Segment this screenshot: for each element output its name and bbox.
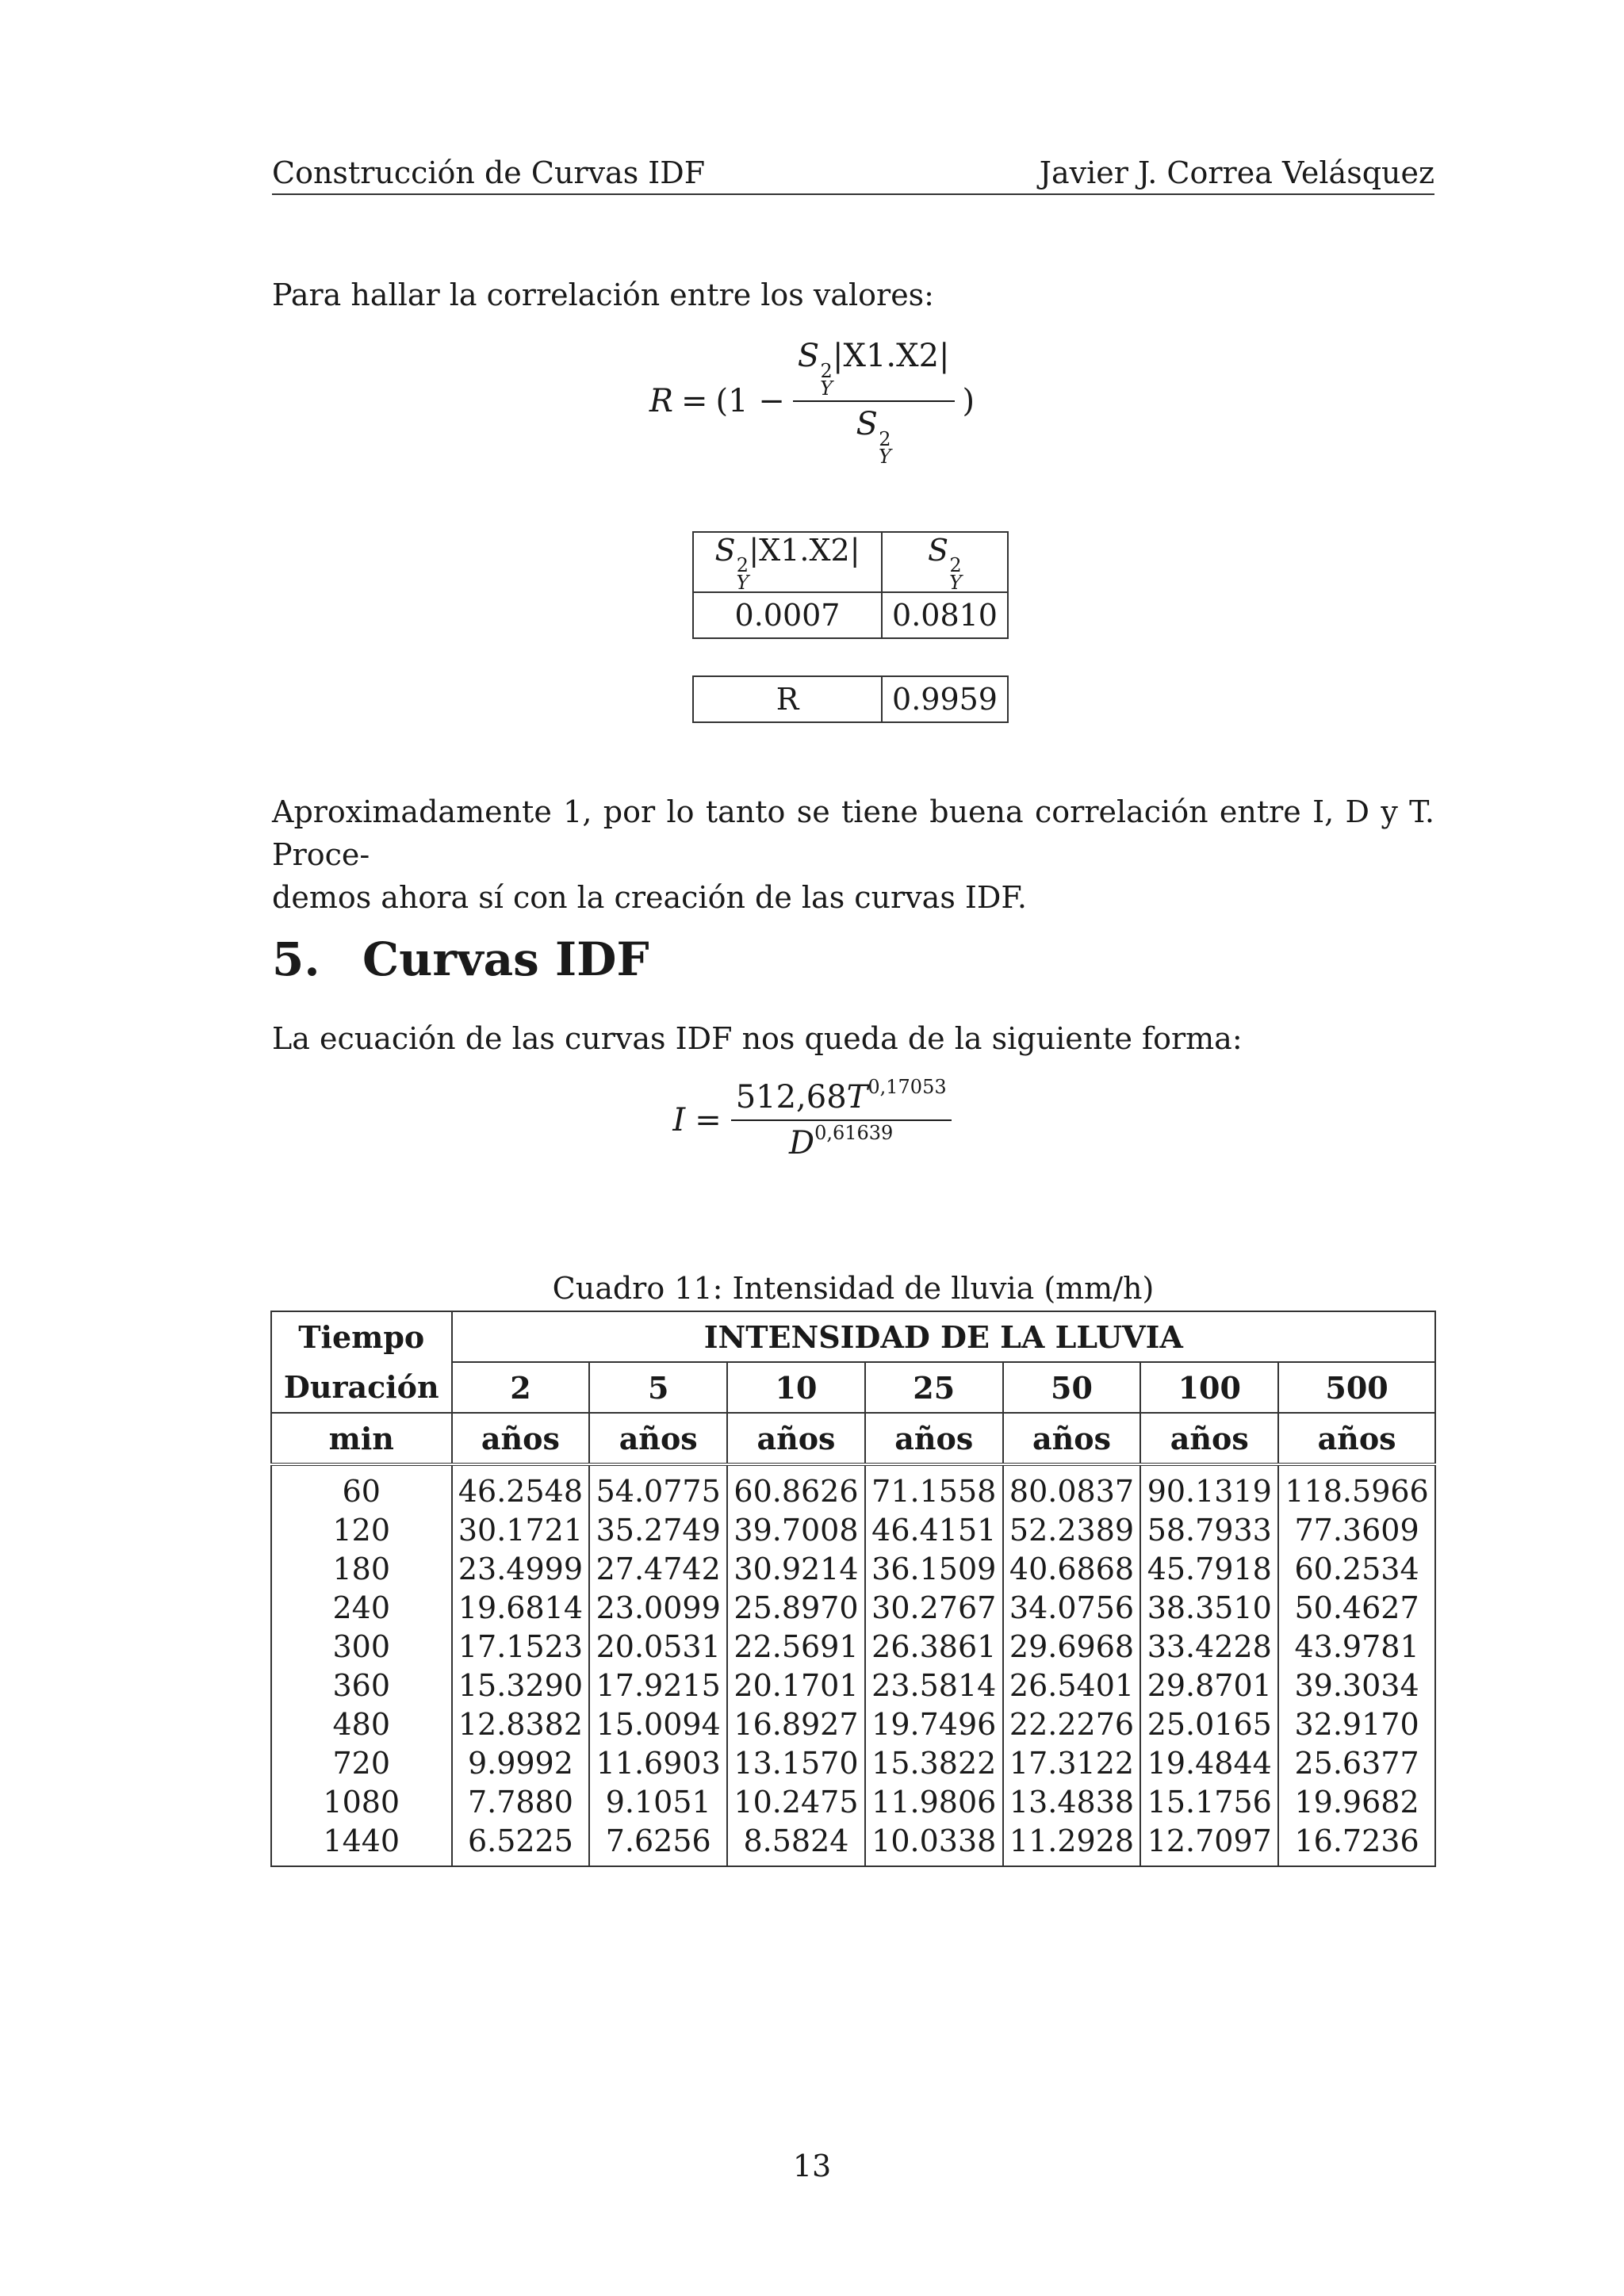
variance-table: [692, 531, 1009, 639]
den-sup: 2: [879, 428, 891, 450]
header-years: años: [727, 1413, 865, 1464]
header-duracion: Duración: [271, 1362, 452, 1413]
intensity-table-header: [271, 1311, 1435, 1464]
vh1-rest: |X1.X2|: [749, 533, 860, 568]
r-row: [693, 676, 1008, 722]
duration-cell: 120: [271, 1511, 452, 1550]
idf-t-exp: 0,17053: [868, 1076, 947, 1098]
num-sup: 2: [820, 360, 833, 382]
vh1-sub: Y: [736, 572, 749, 594]
intensity-cell: 12.7097: [1140, 1822, 1278, 1866]
table-row: [271, 1783, 1435, 1822]
conclusion-paragraph: [272, 790, 1434, 919]
den-s: S: [856, 406, 878, 442]
header-row-1: [271, 1311, 1435, 1362]
header-period: 100: [1140, 1362, 1278, 1413]
idf-lhs: I: [672, 1102, 686, 1138]
intensity-table-body: [271, 1469, 1435, 1866]
intensity-cell: 43.9781: [1278, 1628, 1435, 1667]
idf-t: T: [846, 1079, 868, 1115]
idf-fraction: [731, 1078, 952, 1162]
idf-d: D: [788, 1125, 815, 1161]
running-header-title: Construcción de Curvas IDF: [272, 155, 706, 190]
intensity-cell: 11.9806: [865, 1783, 1003, 1822]
intensity-cell: 15.3822: [865, 1744, 1003, 1783]
vh2-sup: 2: [949, 554, 962, 576]
header-period: 500: [1278, 1362, 1435, 1413]
intensity-cell: 19.9682: [1278, 1783, 1435, 1822]
conclusion-line-2: demos ahora sí con la creación de las curvas IDF.: [272, 880, 1027, 915]
intensity-cell: 45.7918: [1140, 1550, 1278, 1589]
section-heading: [272, 932, 649, 987]
formula-close: ): [962, 383, 975, 419]
intensity-cell: 30.9214: [727, 1550, 865, 1589]
intensity-cell: 90.1319: [1140, 1469, 1278, 1511]
variance-header-1: [693, 532, 882, 592]
variance-header-2: [882, 532, 1008, 592]
page-number: 13: [792, 2149, 832, 2183]
header-min: min: [271, 1413, 452, 1464]
vh2-script: [949, 554, 962, 594]
header-row-2: [271, 1362, 1435, 1413]
formula-denominator: [852, 402, 896, 468]
header-years: años: [589, 1413, 727, 1464]
intensity-cell: 23.5814: [865, 1667, 1003, 1705]
table-row: [271, 1705, 1435, 1744]
num-script: [820, 360, 833, 400]
intensity-cell: 9.9992: [452, 1744, 590, 1783]
table-row: [271, 1744, 1435, 1783]
formula-open: (1 −: [715, 383, 785, 419]
intensity-cell: 13.1570: [727, 1744, 865, 1783]
intensity-cell: 8.5824: [727, 1822, 865, 1866]
idf-denominator: [784, 1121, 898, 1162]
intensity-cell: 30.1721: [452, 1511, 590, 1550]
intensity-cell: 52.2389: [1003, 1511, 1141, 1550]
intensity-cell: 71.1558: [865, 1469, 1003, 1511]
header-years: años: [1140, 1413, 1278, 1464]
intensity-cell: 25.6377: [1278, 1744, 1435, 1783]
conclusion-line-1: Aproximadamente 1, por lo tanto se tiene buena correlación entre I, D y T. Proce-: [272, 794, 1434, 872]
duration-cell: 1440: [271, 1822, 452, 1866]
duration-cell: 300: [271, 1628, 452, 1667]
intensity-cell: 30.2767: [865, 1589, 1003, 1628]
table-row: [271, 1511, 1435, 1550]
idf-coef: 512,68: [735, 1079, 847, 1115]
intensity-cell: 32.9170: [1278, 1705, 1435, 1744]
section-number: 5.: [272, 932, 320, 986]
intensity-cell: 25.8970: [727, 1589, 865, 1628]
intensity-cell: 80.0837: [1003, 1469, 1141, 1511]
intensity-cell: 9.1051: [589, 1783, 727, 1822]
duration-cell: 240: [271, 1589, 452, 1628]
vh1-sup: 2: [736, 554, 749, 576]
variance-value-1: 0.0007: [693, 592, 882, 638]
intensity-cell: 13.4838: [1003, 1783, 1141, 1822]
intensity-cell: 19.6814: [452, 1589, 590, 1628]
intensity-cell: 26.5401: [1003, 1667, 1141, 1705]
header-tiempo: Tiempo: [271, 1311, 452, 1362]
variance-value-2: 0.0810: [882, 592, 1008, 638]
section-title: Curvas IDF: [362, 932, 649, 986]
intensity-cell: 15.1756: [1140, 1783, 1278, 1822]
header-group: INTENSIDAD DE LA LLUVIA: [452, 1311, 1435, 1362]
duration-cell: 720: [271, 1744, 452, 1783]
intensity-cell: 22.5691: [727, 1628, 865, 1667]
intensity-cell: 40.6868: [1003, 1550, 1141, 1589]
header-years: años: [1003, 1413, 1141, 1464]
intensity-cell: 19.7496: [865, 1705, 1003, 1744]
intensity-cell: 35.2749: [589, 1511, 727, 1550]
duration-cell: 1080: [271, 1783, 452, 1822]
running-header-author: Javier J. Correa Velásquez: [1039, 155, 1434, 190]
intensity-table: [270, 1311, 1436, 1867]
den-sub: Y: [878, 446, 891, 468]
intensity-cell: 29.8701: [1140, 1667, 1278, 1705]
intensity-cell: 17.1523: [452, 1628, 590, 1667]
intensity-cell: 17.3122: [1003, 1744, 1141, 1783]
header-period: 50: [1003, 1362, 1141, 1413]
intensity-cell: 77.3609: [1278, 1511, 1435, 1550]
intensity-cell: 15.3290: [452, 1667, 590, 1705]
vh2-s: S: [928, 533, 949, 568]
formula-numerator: [793, 337, 955, 402]
table-row: [271, 1667, 1435, 1705]
intensity-cell: 39.3034: [1278, 1667, 1435, 1705]
r-table: [692, 675, 1009, 723]
intensity-cell: 46.2548: [452, 1469, 590, 1511]
header-years: años: [1278, 1413, 1435, 1464]
intensity-cell: 16.8927: [727, 1705, 865, 1744]
intensity-cell: 118.5966: [1278, 1469, 1435, 1511]
intensity-cell: 11.2928: [1003, 1822, 1141, 1866]
intro-paragraph: Para hallar la correlación entre los valores:: [272, 277, 934, 312]
duration-cell: 180: [271, 1550, 452, 1589]
header-period: 25: [865, 1362, 1003, 1413]
intensity-cell: 22.2276: [1003, 1705, 1141, 1744]
intensity-cell: 26.3861: [865, 1628, 1003, 1667]
intensity-cell: 10.2475: [727, 1783, 865, 1822]
intensity-cell: 7.6256: [589, 1822, 727, 1866]
intensity-cell: 27.4742: [589, 1550, 727, 1589]
num-s: S: [797, 338, 820, 374]
intensity-cell: 11.6903: [589, 1744, 727, 1783]
idf-equals: =: [695, 1102, 722, 1138]
vh1-script: [736, 554, 749, 594]
table-caption: Cuadro 11: Intensidad de lluvia (mm/h): [552, 1271, 1155, 1306]
header-years: años: [452, 1413, 590, 1464]
den-script: [878, 428, 891, 468]
intensity-cell: 60.8626: [727, 1469, 865, 1511]
intensity-cell: 34.0756: [1003, 1589, 1141, 1628]
intensity-cell: 23.4999: [452, 1550, 590, 1589]
duration-cell: 60: [271, 1469, 452, 1511]
table-row: [271, 1822, 1435, 1866]
intensity-cell: 20.0531: [589, 1628, 727, 1667]
variance-header-row: [693, 532, 1008, 592]
intensity-cell: 6.5225: [452, 1822, 590, 1866]
formula-equals: =: [680, 383, 708, 419]
vh2-sub: Y: [949, 572, 962, 594]
table-row: [271, 1469, 1435, 1511]
r-label: R: [693, 676, 882, 722]
num-rest: |X1.X2|: [833, 338, 950, 374]
intensity-cell: 46.4151: [865, 1511, 1003, 1550]
variance-value-row: [693, 592, 1008, 638]
intensity-cell: 16.7236: [1278, 1822, 1435, 1866]
intensity-cell: 36.1509: [865, 1550, 1003, 1589]
intensity-cell: 12.8382: [452, 1705, 590, 1744]
intensity-cell: 23.0099: [589, 1589, 727, 1628]
r-value: 0.9959: [882, 676, 1008, 722]
table-row: [271, 1628, 1435, 1667]
intensity-cell: 15.0094: [589, 1705, 727, 1744]
intensity-cell: 39.7008: [727, 1511, 865, 1550]
table-row: [271, 1589, 1435, 1628]
intensity-cell: 60.2534: [1278, 1550, 1435, 1589]
formula-fraction: [793, 337, 955, 468]
intensity-cell: 50.4627: [1278, 1589, 1435, 1628]
idf-d-exp: 0,61639: [814, 1122, 894, 1144]
vh1-s: S: [714, 533, 736, 568]
intensity-cell: 54.0775: [589, 1469, 727, 1511]
idf-numerator: [731, 1078, 952, 1121]
header-period: 5: [589, 1362, 727, 1413]
duration-cell: 360: [271, 1667, 452, 1705]
header-period: 10: [727, 1362, 865, 1413]
intensity-cell: 20.1701: [727, 1667, 865, 1705]
intensity-cell: 33.4228: [1140, 1628, 1278, 1667]
header-period: 2: [452, 1362, 590, 1413]
correlation-formula: [0, 337, 1624, 468]
header-rule: [272, 193, 1434, 195]
intensity-cell: 58.7933: [1140, 1511, 1278, 1550]
intensity-cell: 10.0338: [865, 1822, 1003, 1866]
num-sub: Y: [820, 377, 833, 400]
intensity-cell: 19.4844: [1140, 1744, 1278, 1783]
idf-equation: [0, 1078, 1624, 1162]
equation-intro: La ecuación de las curvas IDF nos queda de la siguiente forma:: [272, 1021, 1243, 1056]
header-row-3: [271, 1413, 1435, 1464]
duration-cell: 480: [271, 1705, 452, 1744]
intensity-cell: 29.6968: [1003, 1628, 1141, 1667]
intensity-cell: 17.9215: [589, 1667, 727, 1705]
intensity-cell: 25.0165: [1140, 1705, 1278, 1744]
intensity-cell: 38.3510: [1140, 1589, 1278, 1628]
header-years: años: [865, 1413, 1003, 1464]
formula-lhs: R: [649, 383, 673, 419]
table-row: [271, 1550, 1435, 1589]
intensity-cell: 7.7880: [452, 1783, 590, 1822]
